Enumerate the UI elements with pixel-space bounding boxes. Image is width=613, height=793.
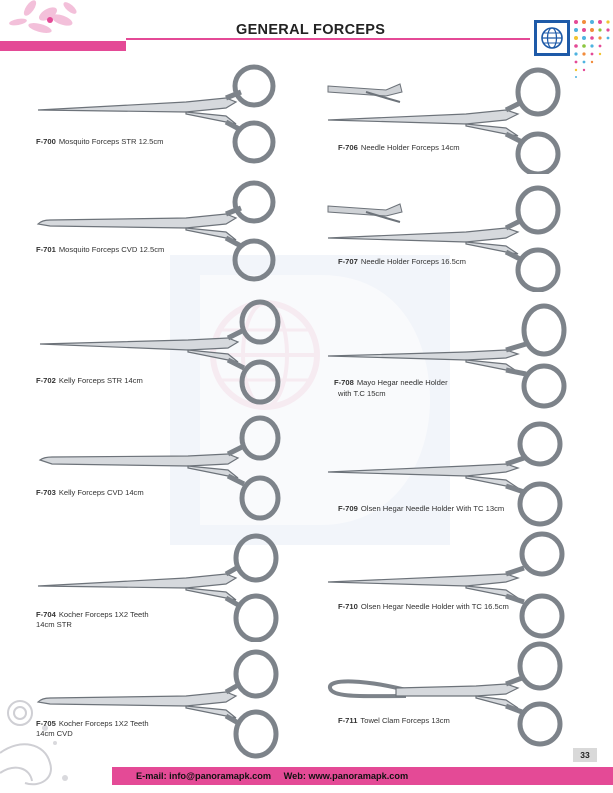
footer-contact bbox=[136, 771, 418, 781]
instrument-label: F-707 Needle Holder Forceps 16.5cm bbox=[338, 257, 466, 266]
forceps-image bbox=[36, 176, 276, 286]
forceps-image bbox=[38, 296, 288, 406]
footer-email-link[interactable]: E-mail: info@panoramapk.com bbox=[136, 771, 272, 781]
towel-clamp-image bbox=[326, 640, 576, 752]
instrument-label: F-702 Kelly Forceps STR 14cm bbox=[36, 376, 143, 385]
forceps-image bbox=[36, 530, 286, 642]
instrument-label-line2: 14cm CVD bbox=[36, 729, 73, 738]
header-accent-block bbox=[0, 41, 126, 51]
forceps-image bbox=[36, 648, 286, 760]
needle-holder-image bbox=[326, 530, 576, 642]
globe-logo-icon bbox=[534, 20, 570, 56]
instrument-label: F-703 Kelly Forceps CVD 14cm bbox=[36, 488, 144, 497]
header-rule bbox=[126, 38, 530, 40]
instrument-label-line2: with T.C 15cm bbox=[338, 389, 386, 398]
instrument-label-line2: 14cm STR bbox=[36, 620, 72, 629]
page-number: 33 bbox=[573, 748, 597, 762]
instrument-label: F-706 Needle Holder Forceps 14cm bbox=[338, 143, 460, 152]
forceps-image bbox=[36, 58, 276, 168]
footer-web-link[interactable]: Web: www.panoramapk.com bbox=[283, 771, 409, 781]
instrument-label: F-711 Towel Clam Forceps 13cm bbox=[338, 716, 450, 725]
dot-pattern-icon bbox=[572, 18, 612, 80]
instrument-label: F-710 Olsen Hegar Needle Holder with TC 16.5cm bbox=[338, 602, 509, 611]
needle-holder-image bbox=[326, 62, 576, 174]
instrument-label: F-700 Mosquito Forceps STR 12.5cm bbox=[36, 137, 164, 146]
instrument-label: F-704 Kocher Forceps 1X2 Teeth bbox=[36, 610, 149, 619]
instrument-label: F-708 Mayo Hegar needle Holder bbox=[334, 378, 448, 387]
page-title: GENERAL FORCEPS bbox=[236, 22, 386, 38]
instrument-label: F-701 Mosquito Forceps CVD 12.5cm bbox=[36, 245, 165, 254]
flower-icon bbox=[0, 0, 140, 60]
instrument-label: F-709 Olsen Hegar Needle Holder With TC 13cm bbox=[338, 504, 505, 513]
instrument-label: F-705 Kocher Forceps 1X2 Teeth bbox=[36, 719, 149, 728]
needle-holder-image bbox=[326, 180, 576, 292]
forceps-image bbox=[38, 414, 288, 524]
